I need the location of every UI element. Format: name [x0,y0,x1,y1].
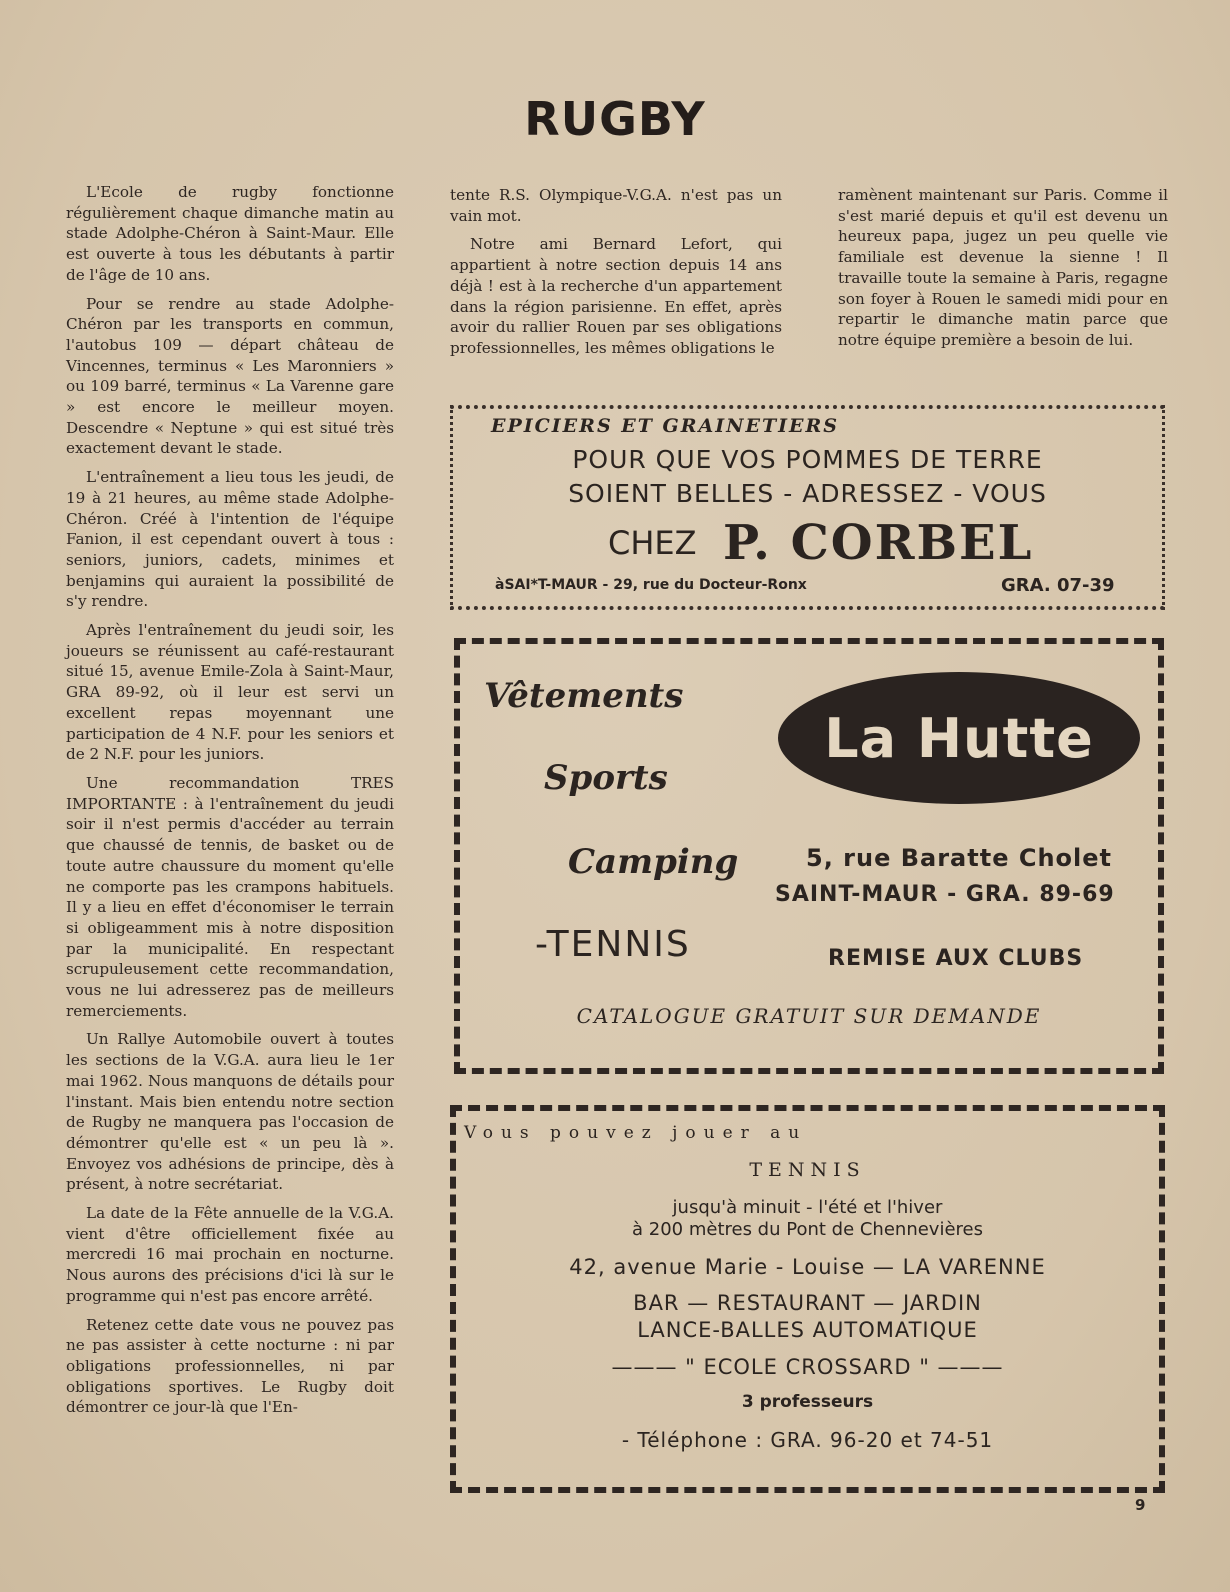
paragraph: Retenez cette date vous ne pouvez pas ne pas assister à cette nocturne : ni par obligations professionnelles, ni par obligations sportives. Le Rugby doit démontrer ce jour-là que l'En- [66,1315,394,1417]
ad-line: TENNIS [749,1159,866,1181]
paragraph: ramènent maintenant sur Paris. Comme il s'est marié depuis et qu'il est devenu un heureux papa, jugez un peu quelle vie familiale est devenue la sienne ! Il travaille toute la semaine à Paris, regagne son foyer à Rouen le samedi midi pour en repartir le dimanche matin parce que notre équipe première a besoin de lui. [838,186,1168,349]
ad-item: Sports [544,758,668,798]
paragraph: La date de la Fête annuelle de la V.G.A. vient d'être officiellement fixée au mercredi 16 mai prochain en nocturne. Nous aurons des précisions d'ici là sur le programme qui n'est pas encore arrêté. [66,1204,394,1305]
ad-heading: EPICIERS ET GRAINETIERS [491,415,840,437]
paragraph: Pour se rendre au stade Adolphe-Chéron par les transports en commun, l'autobus 109 — départ château de Vincennes, terminus « Les Maronniers » ou 109 barré, terminus « La Varenne gare » est encore le meilleur moyen. Descendre « Neptune » qui est situé très exactement devant le stade. [66,294,394,458]
shop-city-phone: SAINT-MAUR - GRA. 89-69 [775,882,1115,907]
logo-text: La Hutte [824,706,1094,770]
paragraph: L'entraînement a lieu tous les jeudi, de 19 à 21 heures, au même stade Adolphe-Chéron. Créé à l'intention de l'équipe Fanion, il est cependant ouvert à tous : seniors, juniors, cadets, minimes et benjamins qui auraient la possibilité de s'y rendre. [66,468,394,611]
advertisement-tennis [450,1105,1165,1493]
ad-clubs: REMISE AUX CLUBS [828,946,1084,971]
ad-line: BAR — RESTAURANT — JARDIN [633,1291,982,1315]
article-column-3 [838,185,1168,359]
ad-line: - Téléphone : GRA. 96-20 et 74-51 [621,1428,994,1452]
article-column-1 [66,182,394,1426]
ad-line: ——— " ECOLE CROSSARD " ——— [611,1355,1004,1379]
shop-phone: GRA. 07-39 [1001,575,1115,596]
article-column-2 [450,185,782,367]
ad-catalogue: CATALOGUE GRATUIT SUR DEMANDE [576,1004,1042,1028]
paragraph: Un Rallye Automobile ouvert à toutes les sections de la V.G.A. aura lieu le 1er mai 1962. Nous manquons de détails pour l'instant. Mais bien entendu notre section de Rugby ne manquera pas l'occasion de démontrer qu'elle est « un peu là ». Envoyez vos adhésions de principe, dès à présent, à notre secrétariat. [66,1030,394,1194]
ad-line: 3 professeurs [741,1392,874,1412]
shop-address: 5, rue Baratte Cholet [806,844,1112,872]
ad-line: POUR QUE VOS POMMES DE TERRE [572,445,1043,474]
page-number: 9 [1135,1496,1146,1514]
ad-item: -TENNIS [535,924,691,965]
shop-name: P. CORBEL [723,515,1034,571]
la-hutte-logo [778,672,1140,804]
advertisement-la-hutte [454,638,1164,1074]
ad-line: Vous pouvez jouer au [464,1123,808,1143]
ad-line: LANCE-BALLES AUTOMATIQUE [637,1318,978,1342]
ad-chez: CHEZ [608,524,697,562]
ad-line: à 200 mètres du Pont de Chennevières [632,1219,983,1240]
ad-line: 42, avenue Marie - Louise — LA VARENNE [569,1255,1046,1279]
paragraph: Une recommandation TRES IMPORTANTE : à l'entraînement du jeudi soir il n'est permis d'accéder au terrain que chaussé de tennis, de basket ou de toute autre chaussure du moment qu'elle ne comporte pas les crampons habituels. Il y a lieu en effet d'économiser le terrain si obligeamment mis à notre disposition par la municipalité. En respectant scrupuleusement cette recommandation, vous ne lui adresserez pas de meilleurs remerciements. [66,773,394,1020]
page-title: RUGBY [524,92,706,146]
paragraph: Après l'entraînement du jeudi soir, les joueurs se réunissent au café-restaurant situé 15, avenue Emile-Zola à Saint-Maur, GRA 89-92, où il leur est servi un excellent repas moyennant une participation de 4 N.F. pour les seniors et de 2 N.F. pour les juniors. [66,621,394,764]
ad-line: jusqu'à minuit - l'été et l'hiver [672,1197,943,1218]
ad-line: SOIENT BELLES - ADRESSEZ - VOUS [568,479,1047,508]
paragraph: Notre ami Bernard Lefort, qui appartient à notre section depuis 14 ans déjà ! est à la recherche d'un appartement dans la région parisienne. En effet, après avoir du rallier Rouen par ses obligations professionnelles, les mêmes obligations le [450,235,782,357]
paragraph: L'Ecole de rugby fonctionne régulièrement chaque dimanche matin au stade Adolphe-Chéron à Saint-Maur. Elle est ouverte à tous les débutants à partir de l'âge de 10 ans. [66,183,394,284]
ad-item: Camping [568,842,739,882]
shop-address: àSAI*T-MAUR - 29, rue du Docteur-Ronx [495,577,807,593]
paragraph: tente R.S. Olympique-V.G.A. n'est pas un vain mot. [450,186,782,225]
advertisement-corbel [450,405,1165,610]
ad-item: Vêtements [484,676,684,716]
